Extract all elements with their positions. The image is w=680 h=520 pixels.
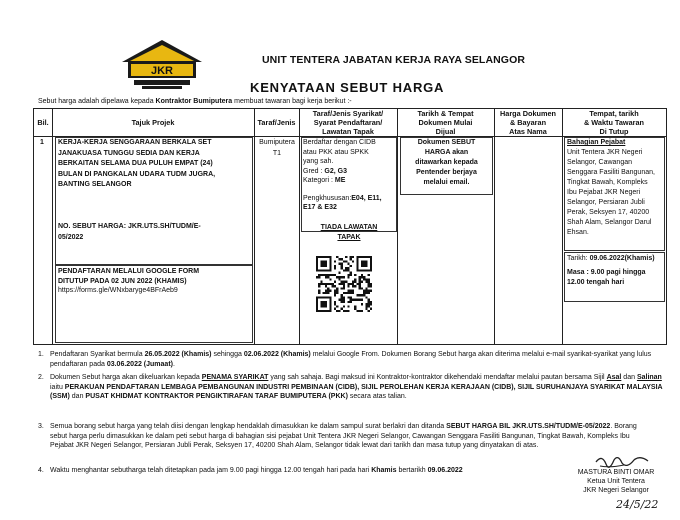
note-2-run: PUSAT KHIDMAT KONTRAKTOR PENGIKTIRAFAN TARAF BUMIPUTERA (PKK) xyxy=(85,393,348,400)
intro-text: Sebut harga adalah dipelawa kepada Kontraktor Bumiputera membuat tawaran bagi kerja berikut :- xyxy=(38,98,352,105)
note-4-run: Khamis xyxy=(371,467,397,474)
note-2-run: Dokumen Sebut harga akan dikeluarkan kepada xyxy=(50,374,202,381)
header-tempat: Tempat, tarikh & Waktu Tawaran Di Tutup xyxy=(583,109,644,136)
jkr-logo xyxy=(116,38,208,92)
note-4-run: bertarikh xyxy=(396,467,428,474)
note-2: 2. Dokumen Sebut harga akan dikeluarkan kepada PENAMA SYARIKAT yang sah sahaja. Bagi maksud ini Kontraktor-kontraktor dikehendaki mendaftar melalui pautan bersama Sijil Asal dan Salinan iaitu PERAKUAN PENDAFTARAN LEMBAGA PEMBANGUNAN INDUSTRI PEMBINAAN (CIDB), SIJIL PEROLEHAN KERJA KERAJAAN (CIDB), SIJIL SURUHANJAYA SYARIKAT MALAYSIA (SSM) dan PUSAT KHIDMAT KONTRAKTOR PENGIKTIRAFAN TARAF BUMIPUTERA (PKK) secara atas talian. xyxy=(38,374,663,400)
note-3-run: Semua borang sebut harga yang telah diisi dengan lengkap hendaklah dimasukkan ke dalam sampul surat berlakri dan ditanda xyxy=(50,423,447,430)
header-syarat: Taraf/Jenis Syarikat/ Syarat Pendaftaran/ Lawatan Tapak xyxy=(312,109,384,136)
note-2-run: iaitu xyxy=(50,383,65,391)
quotation-number: NO. SEBUT HARGA: JKR.UTS.SH/TUDM/E- 05/2022 xyxy=(58,223,201,241)
document-info: Dokumen SEBUT HARGA akan ditawarkan kepada Pentender berjaya melalui email. xyxy=(415,139,478,186)
note-1-run: Pendaftaran Syarikat bermula xyxy=(50,351,145,358)
signatory-name: MASTURA BINTI OMAR xyxy=(577,469,655,476)
signature-block xyxy=(556,452,666,516)
note-1-run: . xyxy=(172,360,175,368)
taraf-jenis: Bumiputera T1 xyxy=(259,139,295,157)
note-2-run: PERAKUAN PENDAFTARAN LEMBAGA PEMBANGUNAN INDUSTRI PEMBINAAN (CIDB), SIJIL PEROLEHAN KERJA KERAJAAN (CIDB), SIJIL SURUHANJAYA SYARIKAT MALAYSIA (SSM) xyxy=(50,383,663,400)
registration-info: PENDAFTARAN MELALUI GOOGLE FORM DITUTUP PADA 02 JUN 2022 (KHAMIS) https://forms.gle/WNxbaryge4BFrAeb9 xyxy=(58,267,250,296)
requirements: Berdaftar dengan CIDB atau PKK atau SPKK yang sah. Gred : G2, G3 Kategori : ME Pengkhususan:E04, E11, E17 & E32 xyxy=(303,139,382,211)
page-title: KENYATAAN SEBUT HARGA xyxy=(250,80,445,95)
closing-place: Bahagian Pejabat Unit Tentera JKR Negeri Selangor, Cawangan Senggara Fasiliti Bangunan, Tingkat Bawah, Kompleks Ibu Pejabat JKR Negeri Selangor, Persiaran Jubli Perak, Seksyen 17, 40200 Shah Alam, Selangor Darul Ehsan. xyxy=(567,139,655,236)
row-number: 1 xyxy=(40,139,44,146)
note-1-run: 03.06.2022 (Jumaat) xyxy=(106,360,173,368)
project-title: KERJA-KERJA SENGGARAAN BERKALA SET JANAKUASA TUNGGU SEDIA DAN KERJA BERKAITAN SELAMA DUA PULUH EMPAT (24) BULAN DI PANGKALAN UDARA TUDM JUGRA, BANTING SELANGOR xyxy=(58,139,216,188)
note-1-run: 02.06.2022 (Khamis) xyxy=(243,351,311,358)
signature-date: 24/5/22 xyxy=(616,498,659,511)
note-2-run: PENAMA SYARIKAT xyxy=(201,374,269,381)
header-tarikh: Tarikh & Tempat Dokumen Mulai Dijual xyxy=(417,109,474,136)
note-1-run: melalui Google From. Dokumen Borang Sebut harga akan diterima melalui e-mail syarikat-syarikat yang lulus pendaftaran pada xyxy=(50,351,652,368)
registration-link[interactable]: https://forms.gle/WNxbaryge4BFrAeb9 xyxy=(58,287,178,294)
qr-code[interactable] xyxy=(316,256,372,312)
closing-time: Tarikh: 09.06.2022(Khamis) Masa : 9.00 pagi hingga 12.00 tengah hari xyxy=(567,255,655,286)
header-tajuk: Tajuk Projek xyxy=(131,118,175,127)
header-taraf: Taraf/Jenis xyxy=(257,118,296,127)
signatory-role: Ketua Unit Tentera xyxy=(587,478,645,485)
header-harga: Harga Dokumen & Bayaran Atas Nama xyxy=(500,109,556,136)
note-3: 3. Semua borang sebut harga yang telah diisi dengan lengkap hendaklah dimasukkan ke dalam sampul surat berlakri dan ditanda SEBUT HARGA BIL JKR.UTS.SH/TUDM/E-05/2022. Borang sebut harga perlu dimasukkan ke dalam peti sebut harga di bahagian sisi pejabat Unit Tentera JKR Negeri Selangor, Cawangan Senggara Fasiliti Bangunan, Tingkat Bawah, Kompleks Ibu Pejabat JKR Negeri Selangor, Persiaran Jubli Perak, Seksyen 17, 40200 Shah Alam, Selangor tidak lewat dari tarikh dan masa tutup yang dinyatakan di atas. xyxy=(38,423,637,449)
note-2-run: secara atas talian. xyxy=(347,393,407,400)
note-4-run: 09.06.2022 xyxy=(427,467,463,474)
site-visit: TIADA LAWATAN TAPAK xyxy=(320,224,378,241)
header-bil: Bil. xyxy=(37,118,49,127)
note-2-run: dan xyxy=(621,374,637,381)
note-3-run: SEBUT HARGA BIL JKR.UTS.SH/TUDM/E-05/2022 xyxy=(446,423,611,430)
note-4-run: Waktu menghantar sebutharga telah ditetapkan pada jam 9.00 pagi hingga 12.00 tengah hari pada hari xyxy=(50,467,372,474)
organization-name: UNIT TENTERA JABATAN KERJA RAYA SELANGOR xyxy=(262,54,526,66)
note-1-run: 26.05.2022 (Khamis) xyxy=(144,351,212,358)
note-2-run: Asal xyxy=(606,374,622,381)
signatory-dept: JKR Negeri Selangor xyxy=(583,487,649,494)
note-2-run: yang sah sahaja. Bagi maksud ini Kontraktor-kontraktor dikehendaki mendaftar melalui pautan bersama Sijil xyxy=(268,374,607,381)
note-1: 1. Pendaftaran Syarikat bermula 26.05.2022 (Khamis) sehingga 02.06.2022 (Khamis) melalui Google From. Dokumen Borang Sebut harga akan diterima melalui e-mail syarikat-syarikat yang lulus pendaftaran pada 03.06.2022 (Jumaat). xyxy=(38,351,652,368)
note-1-run: sehingga xyxy=(211,351,244,358)
note-2-run: dan xyxy=(69,393,86,400)
note-4: 4. Waktu menghantar sebutharga telah ditetapkan pada jam 9.00 pagi hingga 12.00 tengah hari pada hari Khamis bertarikh 09.06.2022 xyxy=(38,467,463,474)
note-3-run: . Borang sebut harga perlu dimasukkan ke dalam peti sebut harga di bahagian sisi pejabat Unit Tentera JKR Negeri Selangor, Cawangan Senggara Fasiliti Bangunan, Tingkat Bawah, Kompleks Ibu Pejabat JKR Negeri Selangor, Persiaran Jubli Perak, Seksyen 17, 40200 Shah Alam, Selangor tidak lewat dari tarikh dan masa tutup yang dinyatakan di atas. xyxy=(50,423,637,449)
logo-text: JKR xyxy=(150,65,174,77)
note-2-run: Salinan xyxy=(636,374,662,381)
